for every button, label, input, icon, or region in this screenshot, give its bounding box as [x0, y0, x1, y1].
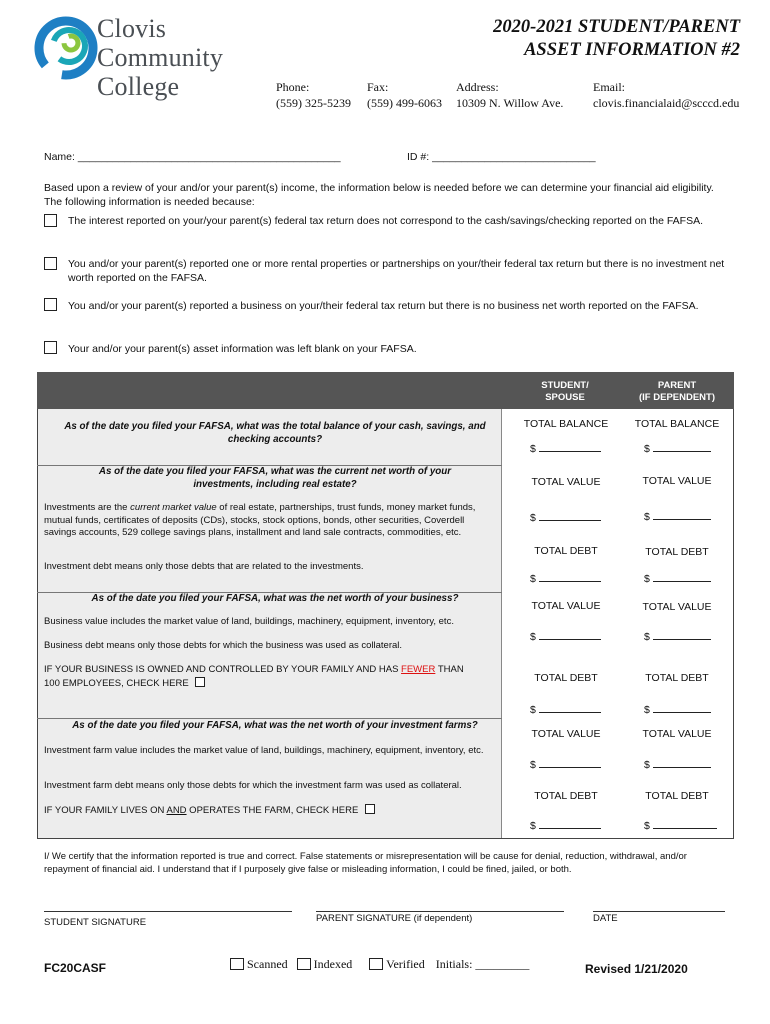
parent-investment-value-label: TOTAL VALUE — [642, 475, 712, 487]
parent-business-value-label: TOTAL VALUE — [642, 601, 712, 613]
reason-2-checkbox[interactable] — [44, 257, 57, 270]
business-check-line2 — [44, 677, 499, 691]
dollar-sign: $ — [530, 573, 536, 585]
reason-3-text: You and/or your parent(s) reported a business on your/their federal tax return but there is no business net worth reported on the FAFSA. — [68, 300, 699, 312]
contact-phone — [276, 79, 351, 111]
student-total-balance-label: TOTAL BALANCE — [523, 418, 609, 430]
student-investment-debt-input[interactable] — [530, 571, 601, 585]
dollar-sign: $ — [530, 820, 536, 832]
dollar-sign: $ — [644, 511, 650, 523]
student-farm-debt-label: TOTAL DEBT — [534, 790, 598, 802]
email-label: Email: — [593, 80, 625, 94]
farm-debt-description: Investment farm debt means only those debts for which the investment farm was used as collateral. — [44, 780, 462, 791]
parent-investment-debt-label: TOTAL DEBT — [645, 546, 709, 558]
business-check-line2-text: 100 EMPLOYEES, CHECK HERE — [44, 677, 189, 689]
dollar-sign: $ — [530, 631, 536, 643]
indexed-checkbox[interactable] — [297, 958, 311, 970]
college-name-line3: College — [97, 72, 180, 101]
student-business-value-input[interactable] — [530, 629, 601, 643]
scanned-checkbox[interactable] — [230, 958, 244, 970]
col-parent-line1: PARENT — [657, 380, 697, 391]
col-parent-header — [620, 380, 734, 404]
college-name — [97, 14, 223, 101]
student-investment-debt-label: TOTAL DEBT — [534, 545, 598, 557]
col-student-line2: SPOUSE — [545, 392, 585, 403]
student-business-value-label: TOTAL VALUE — [531, 600, 601, 612]
investments-description — [44, 502, 494, 540]
parent-business-value-input[interactable] — [644, 629, 711, 643]
student-cash-input[interactable] — [530, 441, 601, 455]
student-signature-label: STUDENT SIGNATURE — [44, 917, 147, 928]
business-debt-description: Business debt means only those debts for which the business was used as collateral. — [44, 640, 403, 651]
student-business-debt-input[interactable] — [530, 702, 601, 716]
reason-1-text: The interest reported on your/your parent(s) federal tax return does not correspond to the cash/savings/checking reported on the FAFSA. — [68, 215, 704, 227]
dollar-sign: $ — [644, 704, 650, 716]
student-farm-debt-input[interactable] — [530, 818, 601, 832]
name-field[interactable] — [44, 150, 341, 164]
student-business-debt-label: TOTAL DEBT — [534, 672, 598, 684]
phone-label: Phone: — [276, 80, 310, 94]
college-name-line1: Clovis — [97, 14, 167, 43]
office-use-row — [230, 957, 529, 972]
parent-business-debt-input[interactable] — [644, 702, 711, 716]
form-title-line2: ASSET INFORMATION #2 — [524, 40, 740, 60]
investments-desc-a: Investments are the — [44, 502, 131, 513]
question-investments: As of the date you filed your FAFSA, what was the current net worth of your investments, including real estate? — [98, 466, 452, 490]
parent-signature-line[interactable] — [316, 911, 564, 912]
intro-text: Based upon a review of your and/or your parent(s) income, the information below is needed before we can determine your financial aid eligibility. The following information is needed because: — [44, 182, 714, 208]
farm-check-pre: IF YOUR FAMILY LIVES ON — [44, 805, 167, 816]
dollar-sign: $ — [644, 443, 650, 455]
business-value-description: Business value includes the market value of land, buildings, machinery, equipment, inventory, etc. — [44, 616, 454, 627]
farm-check-text — [44, 804, 494, 818]
id-blank[interactable]: ____________________________ — [432, 151, 596, 163]
col-student-header — [502, 380, 628, 404]
question-farms: As of the date you filed your FAFSA, what was the net worth of your investment farms? — [72, 720, 478, 731]
business-small-check-text — [44, 664, 499, 690]
email-value: clovis.financialaid@scccd.edu — [593, 96, 740, 110]
id-field[interactable] — [407, 150, 596, 164]
col-parent-line2: (IF DEPENDENT) — [639, 392, 715, 403]
business-small-checkbox[interactable] — [195, 677, 205, 687]
revised-date: Revised 1/21/2020 — [585, 962, 688, 976]
parent-farm-value-input[interactable] — [644, 757, 711, 771]
question-cash: As of the date you filed your FAFSA, what was the total balance of your cash, savings, and checking accounts? — [64, 421, 486, 445]
contact-email — [593, 79, 739, 111]
parent-farm-debt-input[interactable] — [644, 818, 717, 832]
dollar-sign: $ — [644, 573, 650, 585]
dollar-sign: $ — [530, 443, 536, 455]
student-farm-value-input[interactable] — [530, 757, 601, 771]
parent-farm-debt-label: TOTAL DEBT — [645, 790, 709, 802]
parent-total-balance-label: TOTAL BALANCE — [634, 418, 720, 430]
parent-investment-value-input[interactable] — [644, 509, 711, 523]
col-student-line1: STUDENT/ — [541, 380, 589, 391]
farm-check-and: AND — [166, 805, 187, 816]
verified-label: Verified — [386, 957, 425, 971]
reason-3-checkbox[interactable] — [44, 298, 57, 311]
contact-fax — [367, 79, 442, 111]
dollar-sign: $ — [644, 820, 650, 832]
student-investment-value-input[interactable] — [530, 510, 601, 524]
phone-value: (559) 325-5239 — [276, 96, 351, 110]
student-farm-value-label: TOTAL VALUE — [531, 728, 601, 740]
college-name-line2: Community — [97, 43, 224, 72]
farm-value-description: Investment farm value includes the market value of land, buildings, machinery, equipment, inventory, etc. — [44, 745, 484, 756]
certification-text: I/ We certify that the information reported is true and correct. False statements or misrepresentation will be cause for denial, reduction, withdrawal, and/or repayment of financial aid. I understand that if I purposely give false or misleading information, I could be fined, jailed, or both. — [44, 851, 687, 875]
row-divider — [37, 718, 502, 719]
reason-1-checkbox[interactable] — [44, 214, 57, 227]
business-check-line1 — [44, 664, 499, 677]
business-check-pre: IF YOUR BUSINESS IS OWNED AND CONTROLLED BY YOUR FAMILY AND HAS — [44, 664, 402, 675]
id-label: ID #: — [407, 151, 430, 163]
reason-4-checkbox[interactable] — [44, 341, 57, 354]
reason-4-text: Your and/or your parent(s) asset information was left blank on your FAFSA. — [68, 343, 417, 355]
scanned-label: Scanned — [247, 957, 288, 971]
verified-checkbox[interactable] — [369, 958, 383, 970]
parent-signature-label: PARENT SIGNATURE (if dependent) — [316, 913, 473, 924]
name-label: Name: — [44, 151, 75, 163]
form-code: FC20CASF — [44, 961, 107, 975]
business-check-fewer: FEWER — [401, 664, 436, 675]
address-value: 10309 N. Willow Ave. — [456, 96, 564, 110]
student-signature-line[interactable] — [44, 911, 292, 912]
student-investment-value-label: TOTAL VALUE — [531, 476, 601, 488]
parent-farm-value-label: TOTAL VALUE — [642, 728, 712, 740]
initials-field[interactable]: Initials: _________ — [435, 957, 530, 971]
contact-address — [456, 79, 563, 111]
date-label: DATE — [593, 913, 618, 924]
investments-desc-b: of real estate, partnerships, trust funds, money market funds, mutual funds, certificates of deposits (CDs), stocks, stock options, bonds, other securities, Coverdell savings accounts, 529 college savings plans, installment and land sale contracts, commodities, etc. — [44, 502, 476, 538]
dollar-sign: $ — [530, 512, 536, 524]
dollar-sign: $ — [530, 704, 536, 716]
investments-desc-em: current market value — [130, 502, 217, 513]
investment-debt-description: Investment debt means only those debts that are related to the investments. — [44, 561, 364, 572]
parent-cash-input[interactable] — [644, 441, 711, 455]
farm-check-post: OPERATES THE FARM, CHECK HERE — [186, 805, 359, 816]
form-title-line1: 2020-2021 STUDENT/PARENT — [493, 17, 740, 37]
reason-2-text: You and/or your parent(s) reported one or more rental properties or partnerships on your/their federal tax return but there is no investment net worth reported on the FAFSA. — [68, 258, 725, 284]
date-line[interactable] — [593, 911, 725, 912]
fax-label: Fax: — [367, 80, 389, 94]
dollar-sign: $ — [644, 631, 650, 643]
fax-value: (559) 499-6063 — [367, 96, 442, 110]
parent-business-debt-label: TOTAL DEBT — [645, 672, 709, 684]
parent-investment-debt-input[interactable] — [644, 571, 711, 585]
question-business: As of the date you filed your FAFSA, what was the net worth of your business? — [91, 593, 459, 604]
business-check-post: THAN — [435, 664, 464, 675]
name-blank[interactable]: _____________________________________________ — [77, 151, 341, 163]
address-label: Address: — [456, 80, 499, 94]
dollar-sign: $ — [644, 759, 650, 771]
dollar-sign: $ — [530, 759, 536, 771]
indexed-label: Indexed — [313, 957, 353, 971]
farm-checkbox[interactable] — [365, 804, 375, 814]
form-title — [410, 16, 740, 62]
